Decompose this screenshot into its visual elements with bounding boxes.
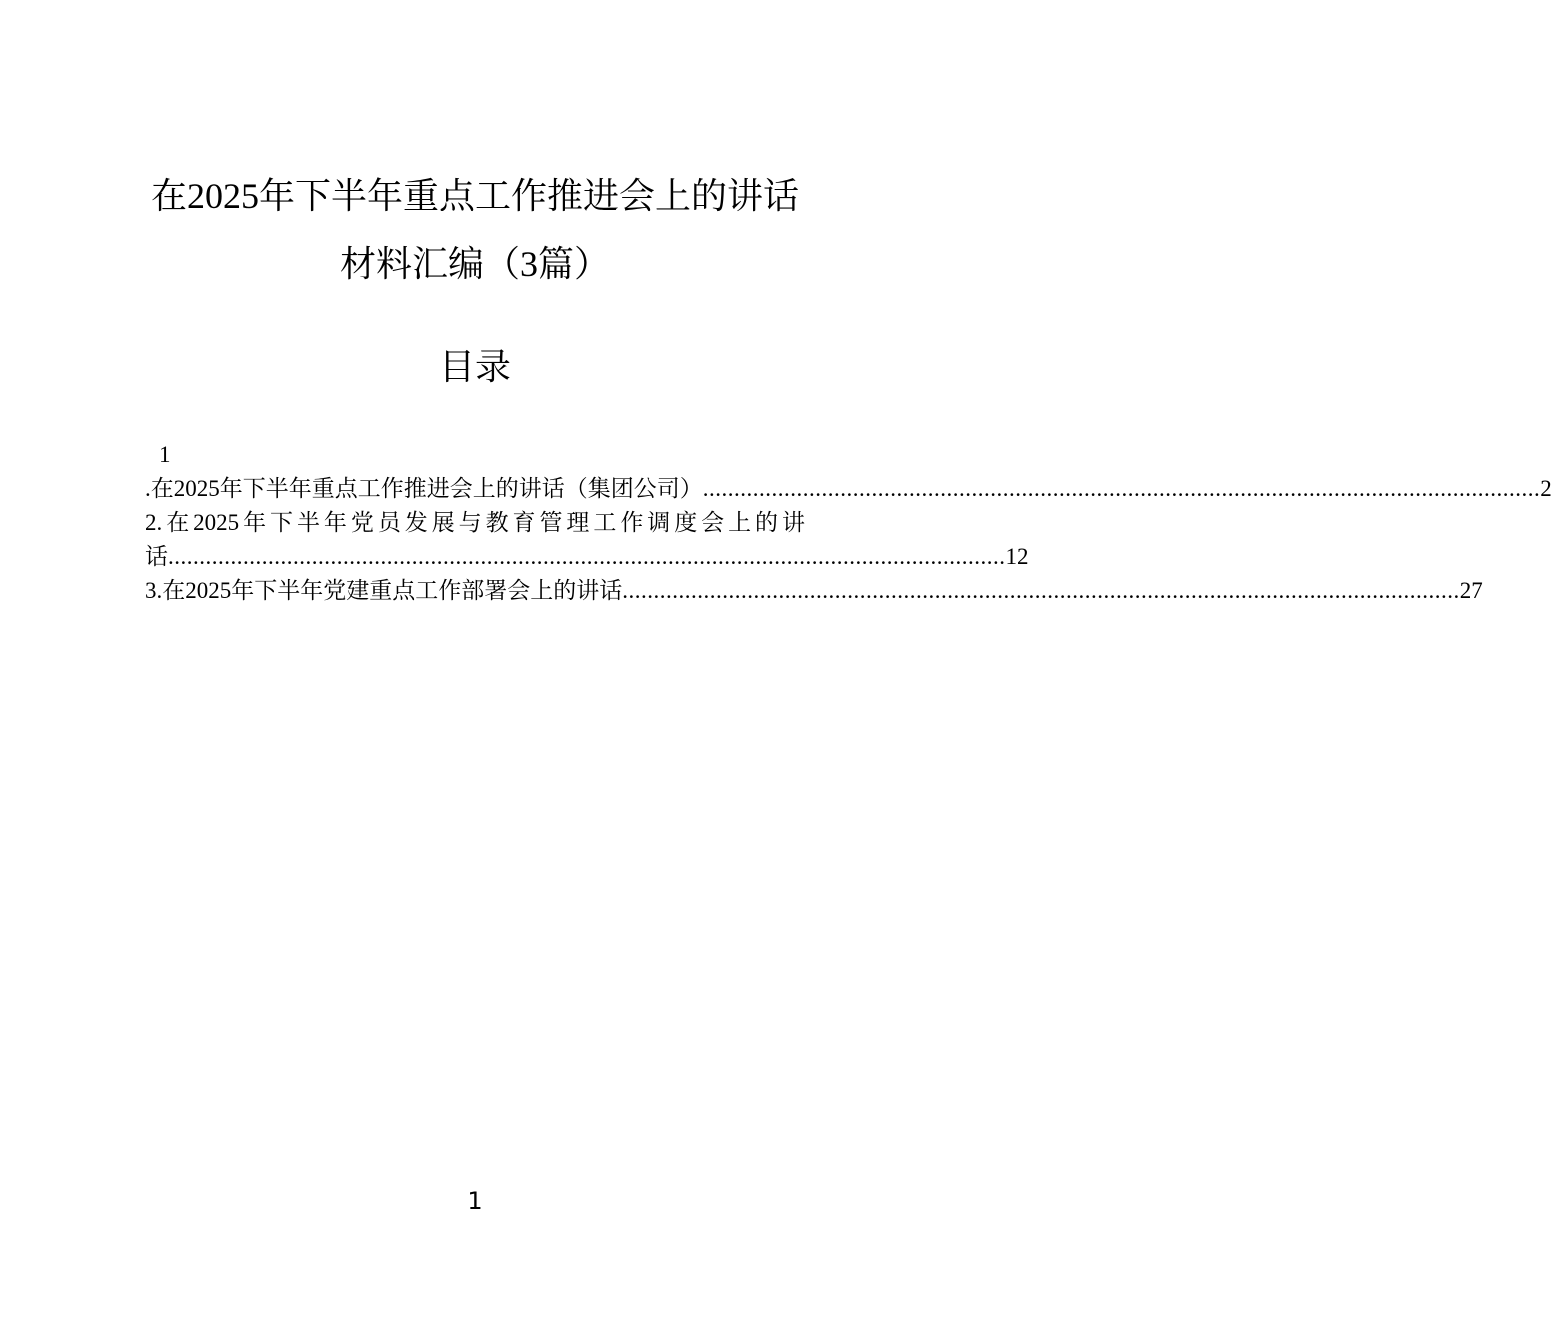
toc-leader-dots: ...................................................................................................................................... — [622, 578, 1460, 603]
document-title-line-1: 在2025年下半年重点工作推进会上的讲话 — [150, 176, 799, 216]
toc-item-3-page: 27 — [1459, 578, 1483, 603]
toc-item-1[interactable] — [145, 472, 1552, 506]
toc-heading: 目录 — [438, 347, 511, 388]
toc-item-2-title-line-2: 话 — [145, 544, 168, 569]
toc-item-1-number: 1 — [159, 442, 171, 467]
toc-item-3[interactable] — [145, 574, 1483, 608]
toc-leader-dots: ...................................................................................................................................... — [702, 476, 1541, 501]
toc-item-3-title: 3.在2025年下半年党建重点工作部署会上的讲话 — [145, 578, 623, 603]
toc-item-2[interactable] — [145, 540, 1029, 574]
page-number: 1 — [467, 1187, 483, 1215]
table-of-contents — [145, 438, 1552, 608]
toc-item-2-title-line-1[interactable]: 2.在2025年下半年党员发展与教育管理工作调度会上的讲 — [145, 510, 805, 535]
toc-item-1-page: 2 — [1540, 476, 1552, 501]
toc-item-1-title: .在2025年下半年重点工作推进会上的讲话（集团公司） — [145, 476, 703, 501]
toc-leader-dots: ...................................................................................................................................... — [168, 544, 1006, 569]
toc-item-2-page: 12 — [1005, 544, 1029, 569]
document-title-line-2: 材料汇编（3篇） — [339, 244, 610, 284]
